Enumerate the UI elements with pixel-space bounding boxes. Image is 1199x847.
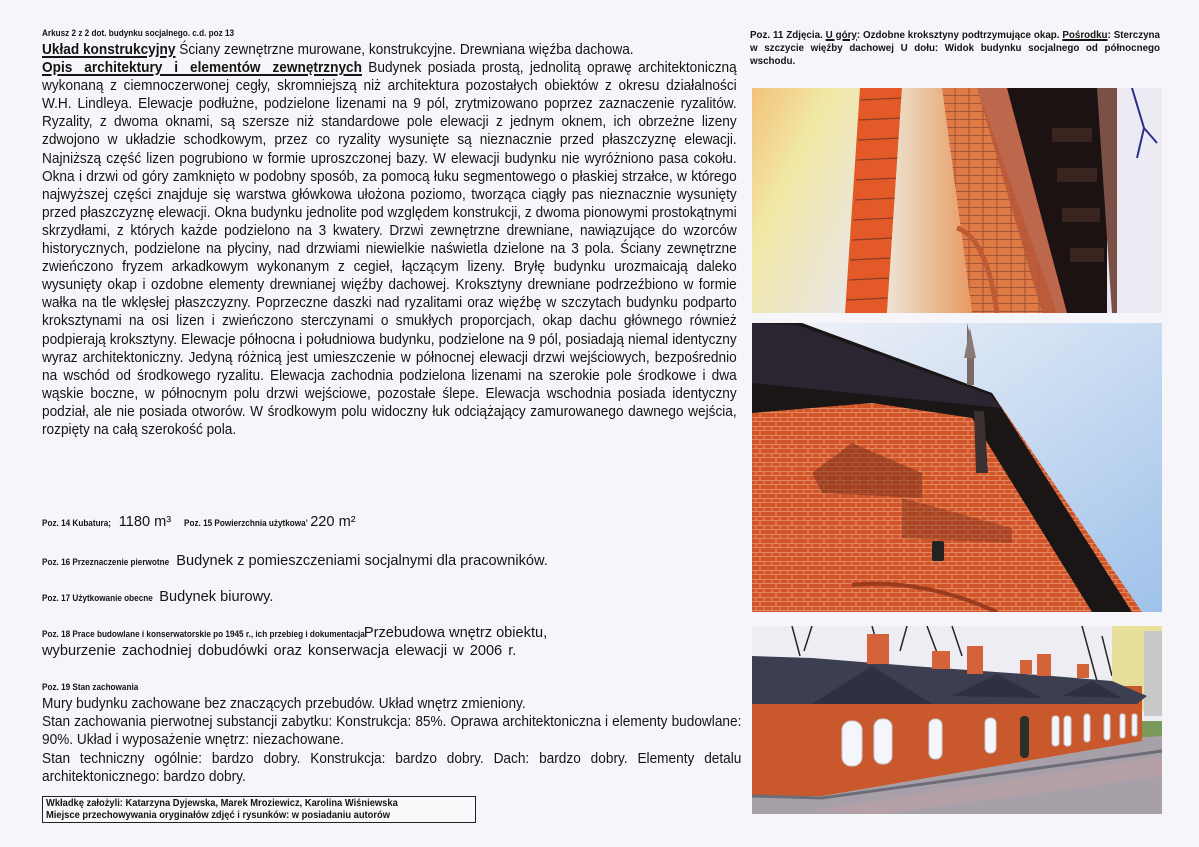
poz-18-row xyxy=(42,624,737,659)
poz17-value: Budynek biurowy. xyxy=(159,589,274,605)
poz15-value: 220 m² xyxy=(310,514,356,530)
poz17-label: Poz. 17 Użytkowanie obecne xyxy=(42,593,153,604)
caption-middle-label: Pośrodku xyxy=(1062,30,1108,41)
credits-authors: Wkładkę założyli: Katarzyna Dyjewska, Marek Mroziewicz, Karolina Wiśniewska xyxy=(46,798,398,809)
credits-storage: Miejsce przechowywania oryginałów zdjęć i rysunków: w posiadaniu autorów xyxy=(46,810,391,821)
structure-text: Ściany zewnętrzne murowane, konstrukcyjne. Drewniana więźba dachowa. xyxy=(175,42,634,58)
photo-building-image xyxy=(752,626,1162,814)
poz19-line-1: Mury budynku zachowane bez znaczących przebudów. Układ wnętrz zmieniony. xyxy=(42,696,526,712)
poz18-label: Poz. 18 Prace budowlane i konserwatorskie po 1945 r., ich przebieg i dokumentacja xyxy=(42,629,365,640)
poz-17-row xyxy=(42,588,273,606)
photo-corbels xyxy=(752,88,1162,313)
poz18-value-line1: Przebudowa wnętrz obiektu, xyxy=(363,625,548,641)
poz15-label: Poz. 15 Powierzchnia użytkowa’ xyxy=(183,518,308,529)
poz19-line-2: Stan zachowania pierwotnej substancji zabytku: Konstrukcja: 85%. Oprawa architektoniczna i elementy budowlane: 90%. Układ i wyposażenie wnętrz: niezachowane. xyxy=(42,714,742,749)
caption-top-label: U góry xyxy=(825,30,857,41)
poz16-label: Poz. 16 Przeznaczenie pierwotne xyxy=(42,557,170,568)
architecture-text: Budynek posiada prostą, jednolitą oprawę architektoniczną wykonaną z ciemnoczerwonej cegły, skromniejszą niż architektura pozostałych obiektów z okresu działalności W.H. Lindleya. Elewacje podłużne, podzielone lizenami na 9 pól, zrytmizowano poprzez zaznaczenie ryzalitów. Ryzality, z dwoma oknami, są szersze niż standardowe pole elewacji z jednym oknem, ich obrzeżne lizeny zdwojono w układzie schodkowym, przez co ryzality wysunięte są nieznacznie przed płaszczyznę elewacji. Najniższą część lizen pogrubiono w formie uproszczonej bazy. W elewacji budynku nie wyróżniono pasa cokołu. Okna i drzwi od góry zamknięto w podobny sposób, za pomocą łuku segmentowego o płaskiej strzałce, w którego najwyższej części znajduje się warstwa główkowa ułożona poziomo, tworząca ciągły pas nieznacznie wysunięty przed płaszczyznę elewacji. Okna budynku jednolite pod względem konstrukcji, z dwoma pionowymi prostokątnymi skrzydłami, z których każde podzielono na 3 kwatery. Drzwi zewnętrzne drewniane, nawiązujące do wzorców historycznych, podzielone na płyciny, nad drzwiami niewielkie naświetla dzielone na 3 pola. Ściany zewnętrzne zwieńczono fryzem arkadkowym wykonanym z cegieł, łączącym lizeny. Bryłę budynku urozmaicają daleko wysunięty okap i ozdobne elementy drewnianej więźby dachowej. Kroksztyny drewniane podrzeźbiono w formie wałka na tle wklęsłej płaszczyzny. Poprzeczne daszki nad ryzalitami oraz więźbę w szczytach budynku podparto kroksztynami na osi lizen i zwieńczono sterczynami o smukłych proporcjach, okap dachu głównego również podpierają kroksztyny. Elewacje północna i południowa budynku, podzielone na 9 pól, posiadają niemal identyczny wyraz architektoniczny. Jedyną różnicą jest umieszczenie w północnej elewacji drzwi wejściowych, bezpośrednio na wschód od środkowego ryzalitu. Elewacja zachodnia podzielona lizenami na szerokie pole środkowe i dwa wąskie boczne, w północnym polu drzwi wejściowe, pozostałe ślepe. Elewacja wschodnia posiada identyczny podział, ale nie posiada otworów. W środkowym polu widoczny łuk odciążający zamurowanego dawnego wejścia, rozpięty na całą szerokość pola. xyxy=(42,60,737,438)
poz14-value: 1180 m³ xyxy=(118,514,172,530)
poz19-label: Poz. 19 Stan zachowania xyxy=(42,682,139,693)
photo-corbels-image xyxy=(752,88,1162,313)
photo-caption xyxy=(750,29,1160,68)
photo-building xyxy=(752,626,1162,814)
poz-14-15-row xyxy=(42,513,356,531)
photo-finial-image xyxy=(752,323,1162,612)
poz18-value-line2: wyburzenie zachodniej dobudówki oraz konserwacja elewacji w 2006 r. xyxy=(42,643,517,659)
caption-prefix: Poz. 11 Zdjęcia. xyxy=(750,30,826,41)
text-column xyxy=(42,27,737,439)
photo-finial xyxy=(752,323,1162,612)
caption-middle-text: : Sterczyna w szczycie więźby dachowej U dołu: Widok budynku socjalnego od północnego wschodu. xyxy=(750,30,1160,67)
architecture-heading: Opis architektury i elementów zewnętrznych xyxy=(42,60,362,77)
credits-box xyxy=(42,796,476,823)
poz19-line-3: Stan techniczny ogólnie: bardzo dobry. Konstrukcja: bardzo dobry. Dach: bardzo dobry. Elementy detalu architektonicznego: bardzo dobry. xyxy=(42,750,742,785)
caption-top-text: : Ozdobne kroksztyny podtrzymujące okap. xyxy=(856,30,1063,41)
poz14-label: Poz. 14 Kubatura; xyxy=(42,518,112,529)
poz16-value: Budynek z pomieszczeniami socjalnymi dla pracowników. xyxy=(176,553,548,569)
poz-19-block xyxy=(42,677,742,786)
description-body xyxy=(42,41,737,439)
poz-16-row xyxy=(42,552,548,570)
structure-heading: Układ konstrukcyjny xyxy=(42,42,176,58)
sheet-header: Arkusz 2 z 2 dot. budynku socjalnego. c.d. poz 13 xyxy=(42,28,235,39)
